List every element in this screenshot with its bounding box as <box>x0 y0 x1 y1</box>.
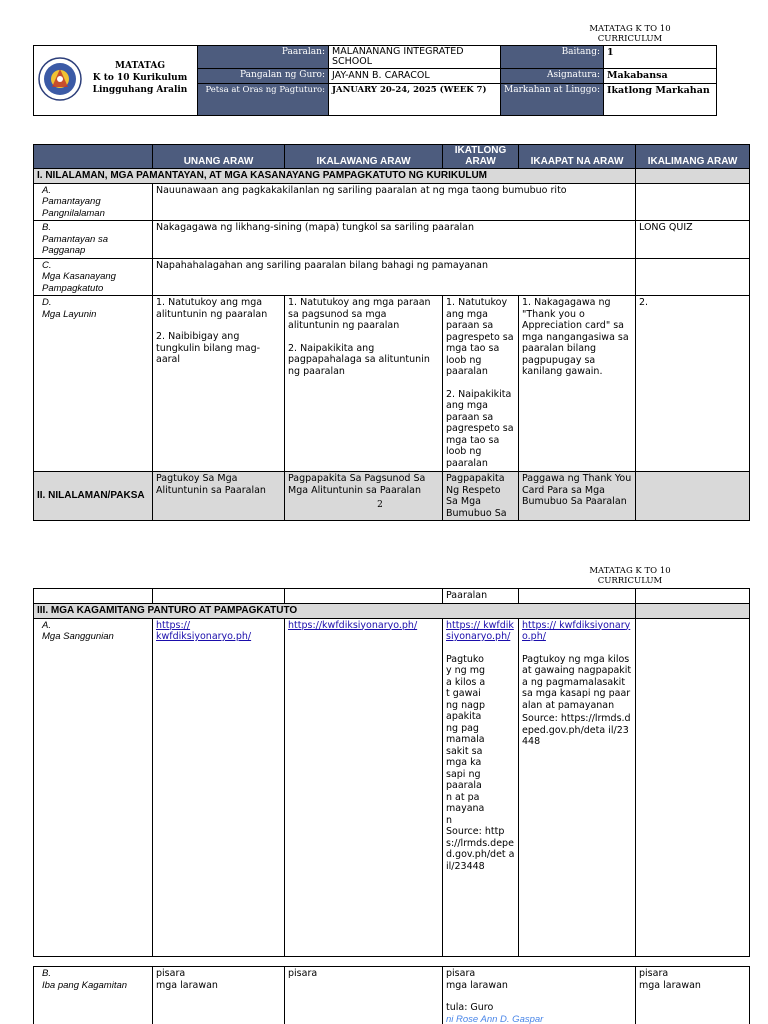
day4-reference-link[interactable]: https:// kwfdiksiyonaryo.ph/ <box>522 619 631 642</box>
petsa-value: JANUARY 20-24, 2025 (WEEK 7) <box>329 83 501 115</box>
row-a2-day1 <box>153 618 285 956</box>
row-d-day2: 1. Natutukoy ang mga paraan sa pagsunod sa mga alituntunin ng paaralan 2. Naipakikita ang pagpapahalaga sa alituntunin ng paaralan <box>285 296 443 472</box>
paaralan-value: MALANANANG INTEGRATED SCHOOL <box>329 46 501 69</box>
row-c-label: C.Mga Kasanayang Pampagkatuto <box>34 258 153 296</box>
row-d-day1: 1. Natutukoy ang mga alituntunin ng paaralan 2. Naibibigay ang tungkulin bilang mag-aaral <box>153 296 285 472</box>
row-b2-day3: pisara mga larawan tula: Guro ni Rose Ann D. Gaspar <box>443 967 636 1024</box>
row-ii-day4: Paggawa ng Thank You Card Para sa Mga Bumubuo Sa Paaralan <box>519 472 636 521</box>
col-head-blank <box>34 145 153 169</box>
asignatura-value: Makabansa <box>604 69 717 84</box>
row-ii-label: II. NILALAMAN/PAKSA <box>34 472 153 521</box>
lesson-plan-table-continued <box>33 588 750 957</box>
cont-blank-6 <box>636 589 750 604</box>
row-c-day5 <box>636 258 750 296</box>
section-3-blank <box>636 604 750 619</box>
markahan-label: Markahan at Linggo: <box>501 83 604 115</box>
row-d-day5: 2. <box>636 296 750 472</box>
brand-subtitle: K to 10 Kurikulum <box>92 73 188 84</box>
cont-blank-2 <box>153 589 285 604</box>
row-d-day3: 1. Natutukoy ang mga paraan sa pagrespeto sa mga tao sa loob ng paaralan 2. Naipakikita ang mga paraan sa pagrespeto sa mga tao sa loob ng paaralan <box>443 296 519 472</box>
section-3-title: III. MGA KAGAMITANG PANTURO AT PAMPAGKATUTO <box>34 604 636 619</box>
row-d-day4: 1. Nakagagawa ng "Thank you o Appreciation card" sa mga nangangasiwa sa paaralan bilang pagpupugay sa kanilang gawain. <box>519 296 636 472</box>
guro-value: JAY-ANN B. CARACOL <box>329 69 501 84</box>
cont-blank-5 <box>519 589 636 604</box>
cont-blank-1 <box>34 589 153 604</box>
day3-reference-link[interactable]: https:// kwfdiksiyonaryo.ph/ <box>446 619 514 642</box>
row-a2-day5 <box>636 618 750 956</box>
cont-day3: Paaralan <box>443 589 519 604</box>
markahan-value: Ikatlong Markahan <box>604 83 717 115</box>
row-a-day5 <box>636 183 750 221</box>
row-b-day5: LONG QUIZ <box>636 221 750 259</box>
row-a2-day4: https:// kwfdiksiyonaryo.ph/ Pagtukoy ng mga kilos at gawaing nagpapakita ng pagmamalasakit sa mga kasapi ng paaralan at pamayanan Source: https://lrmds.deped.gov.ph/deta il/23448 <box>519 618 636 956</box>
row-b2-label: B.Iba pang Kagamitan <box>34 967 153 1024</box>
asignatura-label: Asignatura: <box>501 69 604 84</box>
page2-header-curriculum: MATATAG K TO 10 CURRICULUM <box>589 566 671 586</box>
page-number: 2 <box>377 500 383 510</box>
guro-label: Pangalan ng Guro: <box>198 69 329 84</box>
row-b-label: B.Pamantayan sa Pagganap <box>34 221 153 259</box>
col-head-day4: IKAAPAT NA ARAW <box>519 145 636 169</box>
row-ii-day1: Pagtukoy Sa Mga Alituntunin sa Paaralan <box>153 472 285 521</box>
col-head-day5: IKALIMANG ARAW <box>636 145 750 169</box>
lesson-plan-table-materials <box>33 966 750 1024</box>
row-a-text: Nauunawaan ang pagkakakilanlan ng sariling paaralan at ng mga taong bumubuo rito <box>153 183 636 221</box>
paaralan-label: Paaralan: <box>198 46 329 69</box>
row-b-text: Nakagagawa ng likhang-sining (mapa) tungkol sa sariling paaralan <box>153 221 636 259</box>
section-1-title: I. NILALAMAN, MGA PAMANTAYAN, AT MGA KASANAYANG PAMPAGKATUTO NG KURIKULUM <box>34 169 636 184</box>
day1-reference-link[interactable]: https:// kwfdiksiyonaryo.ph/ <box>156 619 252 642</box>
cont-blank-3 <box>285 589 443 604</box>
col-head-day1: UNANG ARAW <box>153 145 285 169</box>
row-a2-label: A.Mga Sanggunian <box>34 618 153 956</box>
petsa-label: Petsa at Oras ng Pagtuturo: <box>198 83 329 115</box>
brand-type: Lingguhang Aralin <box>92 85 188 96</box>
row-d-label: D.Mga Layunin <box>34 296 153 472</box>
page-header-curriculum: MATATAG K TO 10 CURRICULUM <box>589 24 671 44</box>
row-a-label: A.Pamantayang Pangnilalaman <box>34 183 153 221</box>
brand-cell <box>34 46 198 116</box>
day2-reference-link[interactable]: https://kwfdiksiyonaryo.ph/ <box>288 619 418 631</box>
brand-title: MATATAG <box>114 61 166 72</box>
lesson-plan-table <box>33 144 750 521</box>
col-head-day2: IKALAWANG ARAW <box>285 145 443 169</box>
row-b2-day4: pisara mga larawan <box>636 967 750 1024</box>
row-a2-day3: https:// kwfdiksiyonaryo.ph/ Pagtukoy ng mga kilos at gawaing nagpapakita ng pagmamalasakit sa mga kasapi ng paaralan at pamayanan Source: https://lrmds.deped.gov.ph/det ail/23448 <box>443 618 519 956</box>
baitang-label: Baitang: <box>501 46 604 69</box>
row-ii-day5 <box>636 472 750 521</box>
section-1-blank <box>636 169 750 184</box>
row-b2-day1: pisara mga larawan <box>153 967 285 1024</box>
baitang-value: 1 <box>604 46 717 69</box>
row-ii-day3: Pagpapakita Ng Respeto Sa Mga Bumubuo Sa <box>443 472 519 521</box>
col-head-day3: IKATLONG ARAW <box>443 145 519 169</box>
lesson-header-table <box>33 45 717 116</box>
deped-seal-icon <box>38 57 82 101</box>
row-a2-day2 <box>285 618 443 956</box>
row-ii-day2: Pagpapakita Sa Pagsunod Sa Mga Alituntunin sa Paaralan <box>285 472 443 521</box>
row-b2-day2: pisara <box>285 967 443 1024</box>
row-c-text: Napahahalagahan ang sariling paaralan bilang bahagi ng pamayanan <box>153 258 636 296</box>
